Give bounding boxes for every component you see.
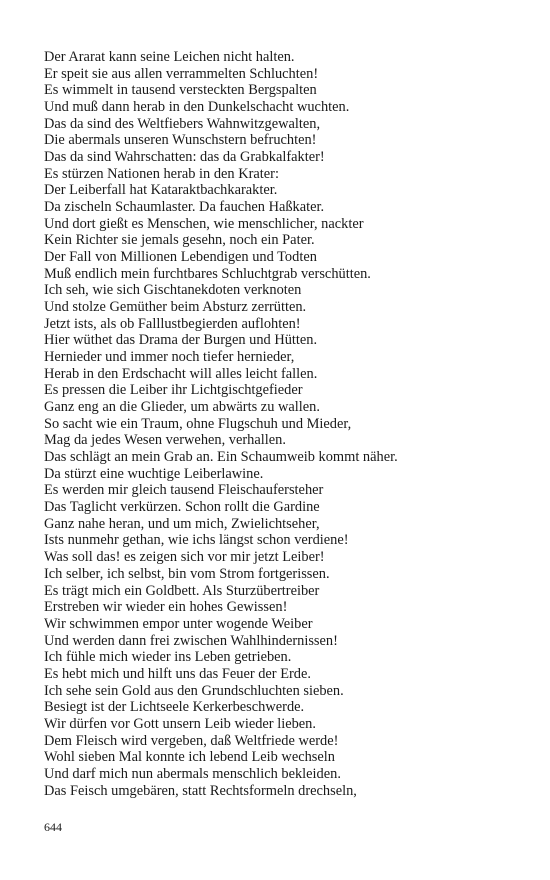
poem-line: Das da sind Wahrschatten: das da Grabkalfakter! <box>44 149 325 166</box>
poem-line: So sacht wie ein Traum, ohne Flugschuh und Mieder, <box>44 415 352 432</box>
poem-line: Wir dürfen vor Gott unsern Leib wieder lieben. <box>44 715 316 732</box>
poem-line: Die abermals unseren Wunschstern befruchten! <box>44 132 317 149</box>
poem-line: Kein Richter sie jemals gesehn, noch ein Pater. <box>44 232 315 249</box>
poem-line: Wohl sieben Mal konnte ich lebend Leib wechseln <box>44 749 335 766</box>
poem-line: Hernieder und immer noch tiefer hernieder, <box>44 349 295 366</box>
page-number: 644 <box>44 820 62 834</box>
poem-text <box>44 49 398 799</box>
poem-line: Ich sehe sein Gold aus den Grundschluchten sieben. <box>44 682 344 699</box>
poem-line: Ich fühle mich wieder ins Leben getrieben. <box>44 649 292 666</box>
poem-line: Dem Fleisch wird vergeben, daß Weltfriede werde! <box>44 732 339 749</box>
poem-line: Ich seh, wie sich Gischtanekdoten verknoten <box>44 282 302 299</box>
poem-line: Da stürzt eine wuchtige Leiberlawine. <box>44 465 264 482</box>
poem-line: Erstreben wir wieder ein hohes Gewissen! <box>44 599 288 616</box>
poem-line: Was soll das! es zeigen sich vor mir jetzt Leiber! <box>44 549 325 566</box>
poem-line: Besiegt ist der Lichtseele Kerkerbeschwerde. <box>44 699 305 716</box>
poem-line: Herab in den Erdschacht will alles leicht fallen. <box>44 365 318 382</box>
poem-line: Es werden mir gleich tausend Fleischaufersteher <box>44 482 324 499</box>
poem-line: Es stürzen Nationen herab in den Krater: <box>44 165 279 182</box>
poem-line: Er speit sie aus allen verrammelten Schluchten! <box>44 65 319 82</box>
poem-line: Ich selber, ich selbst, bin vom Strom fortgerissen. <box>44 565 330 582</box>
poem-line: Der Leiberfall hat Kataraktbachkarakter. <box>44 182 278 199</box>
poem-line: Und muß dann herab in den Dunkelschacht wuchten. <box>44 99 350 116</box>
poem-line: Es hebt mich und hilft uns das Feuer der Erde. <box>44 665 311 682</box>
poem-line: Mag da jedes Wesen verwehen, verhallen. <box>44 432 286 449</box>
poem-line: Jetzt ists, als ob Falllustbegierden auflohten! <box>44 315 301 332</box>
poem-line: Ganz eng an die Glieder, um abwärts zu wallen. <box>44 399 320 416</box>
poem-line: Das Taglicht verkürzen. Schon rollt die Gardine <box>44 499 320 516</box>
poem-line: Es pressen die Leiber ihr Lichtgischtgefieder <box>44 382 303 399</box>
poem-line: Wir schwimmen empor unter wogende Weiber <box>44 615 313 632</box>
poem-line: Das Feisch umgebären, statt Rechtsformeln drechseln, <box>44 782 357 799</box>
poem-line: Und werden dann frei zwischen Wahlhindernissen! <box>44 632 338 649</box>
poem-line: Da zischeln Schaumlaster. Da fauchen Haßkater. <box>44 199 325 216</box>
poem-line: Ganz nahe heran, und um mich, Zwielichtseher, <box>44 515 320 532</box>
poem-line: Es trägt mich ein Goldbett. Als Sturzübertreiber <box>44 582 320 599</box>
poem-line: Es wimmelt in tausend versteckten Bergspalten <box>44 82 317 99</box>
poem-line: Ists nunmehr gethan, wie ichs längst schon verdiene! <box>44 532 349 549</box>
poem-line: Und dort gießt es Menschen, wie menschlicher, nackter <box>44 215 364 232</box>
poem-line: Und stolze Gemüther beim Absturz zerrütten. <box>44 299 307 316</box>
poem-line: Das schlägt an mein Grab an. Ein Schaumweib kommt näher. <box>44 449 398 466</box>
poem-line: Das da sind des Weltfiebers Wahnwitzgewalten, <box>44 115 321 132</box>
poem-line: Und darf mich nun abermals menschlich bekleiden. <box>44 765 341 782</box>
poem-line: Hier wüthet das Drama der Burgen und Hütten. <box>44 332 318 349</box>
poem-line: Der Fall von Millionen Lebendigen und Todten <box>44 249 317 266</box>
poem-line: Muß endlich mein furchtbares Schluchtgrab verschütten. <box>44 265 371 282</box>
poem-line: Der Ararat kann seine Leichen nicht halten. <box>44 49 295 65</box>
